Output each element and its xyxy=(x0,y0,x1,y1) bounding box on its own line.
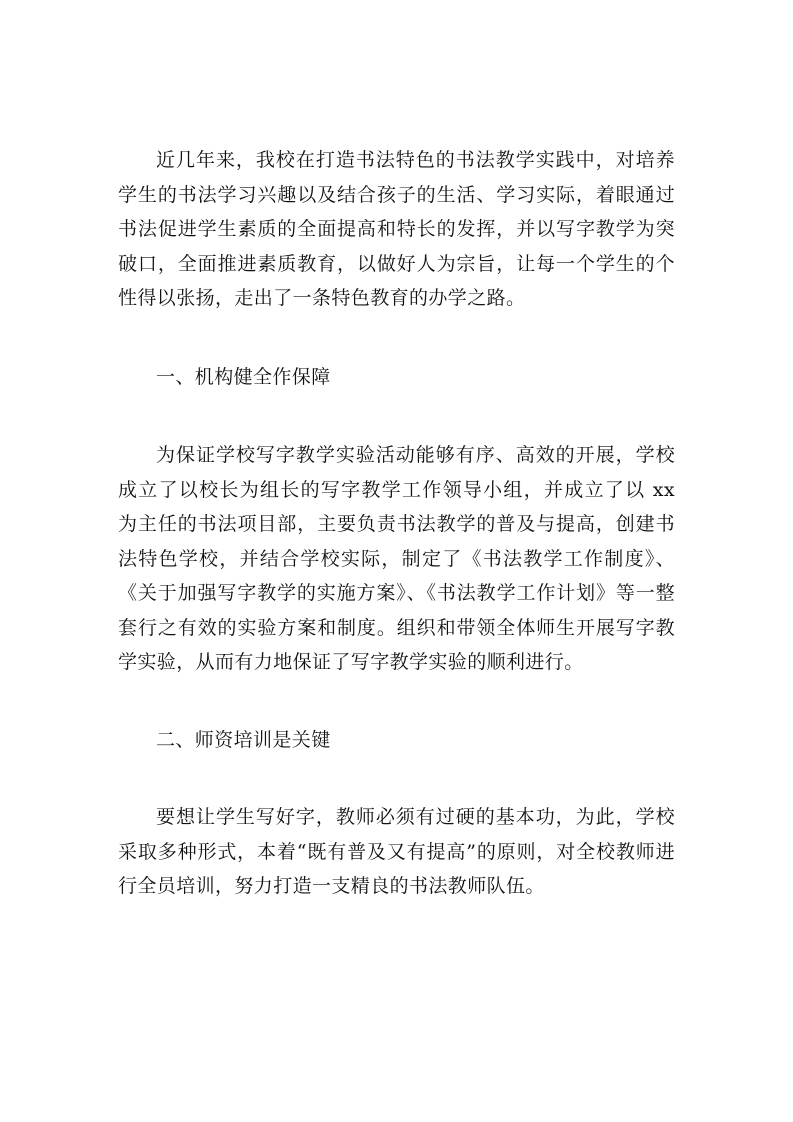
organization-paragraph: 为保证学校写字教学实验活动能够有序、高效的开展，学校成立了以校长为组长的写字教学工作领导小组，并成立了以 xx 为主任的书法项目部，主要负责书法教学的普及与提高，创建书法特色学校，并结合学校实际，制定了《书法教学工作制度》、《关于加强写字教学的实施方案》、《书法教学工作计划》等一整套行之有效的实验方案和制度。组织和带领全体师生开展写字教学实验，从而有力地保证了写字教学实验的顺利进行。 xyxy=(118,444,675,673)
paragraph-spacer xyxy=(118,316,675,360)
teacher-training-paragraph: 要想让学生写好字，教师必须有过硬的基本功，为此，学校采取多种形式，本着“既有普及又有提高”的原则，对全校教师进行全员培训，努力打造一支精良的书法教师队伍。 xyxy=(118,806,675,897)
document-body xyxy=(118,143,675,904)
section-heading-organization: 一、机构健全作保障 xyxy=(156,365,331,388)
paragraph-spacer xyxy=(118,680,675,723)
paragraph-spacer xyxy=(118,394,675,438)
intro-paragraph: 近几年来，我校在打造书法特色的书法教学实践中，对培养学生的书法学习兴趣以及结合孩子的生活、学习实际，着眼通过书法促进学生素质的全面提高和特长的发挥，并以写字教学为突破口，全面推进素质教育，以做好人为宗旨，让每一个学生的个性得以张扬，走出了一条特色教育的办学之路。 xyxy=(118,149,675,309)
paragraph-spacer xyxy=(118,757,675,800)
section-heading-teacher-training: 二、师资培训是关键 xyxy=(156,728,331,751)
